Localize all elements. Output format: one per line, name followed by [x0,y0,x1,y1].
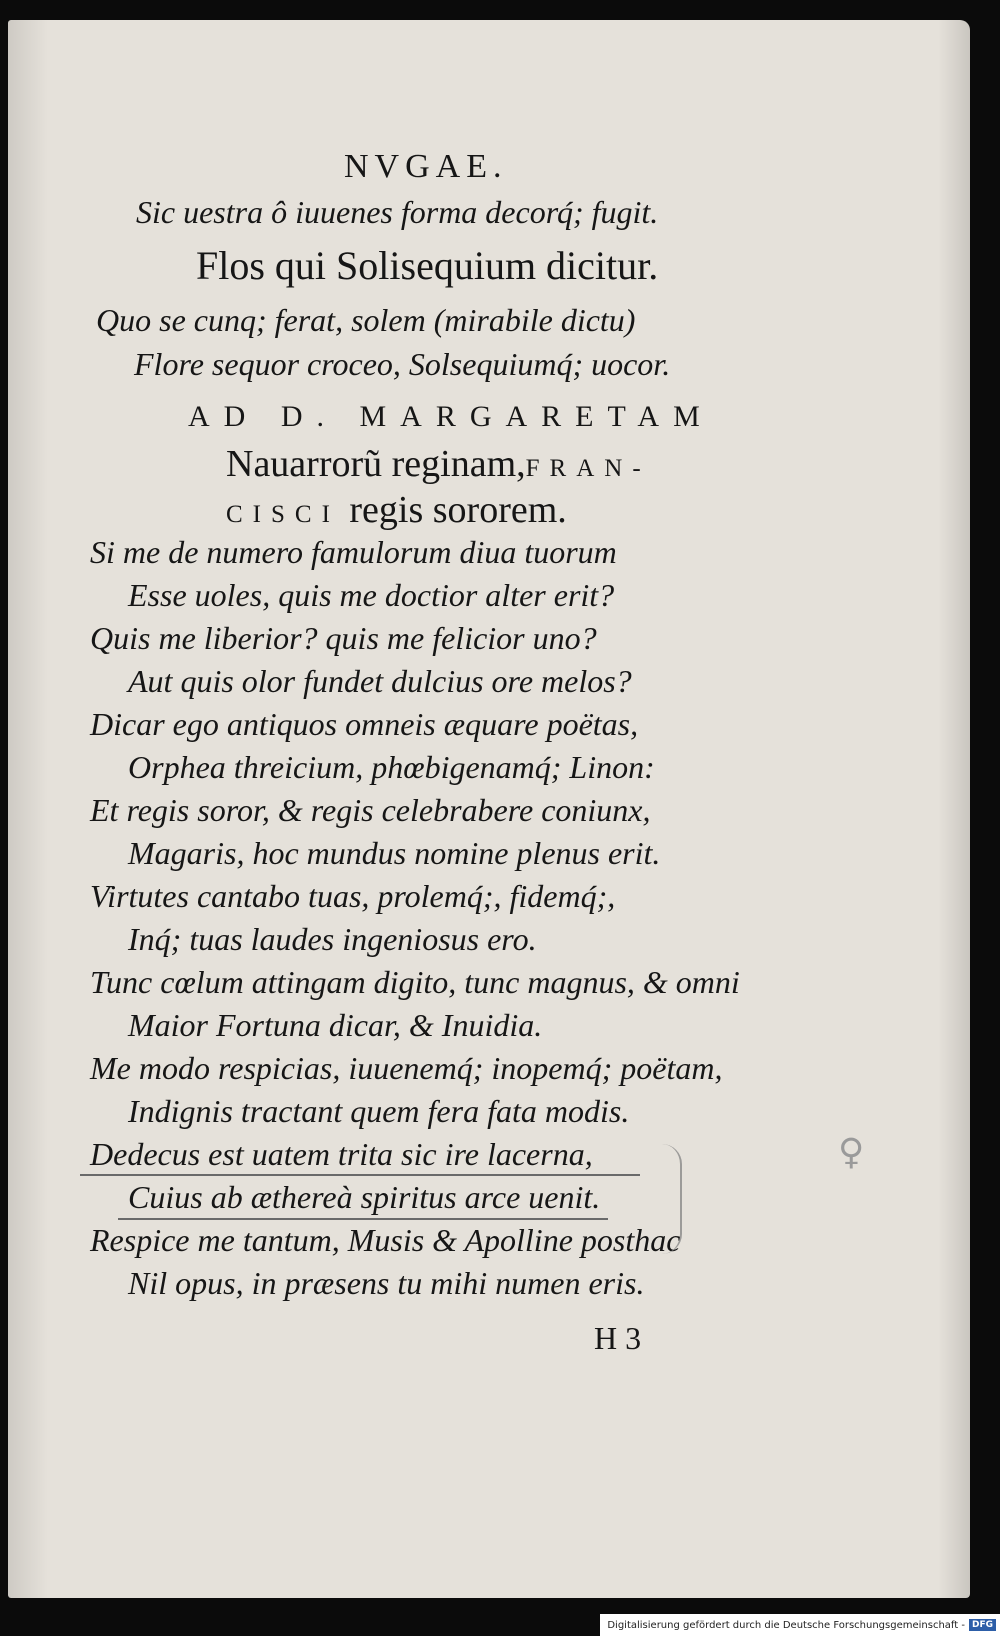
bleed-through-text [708,330,928,1330]
title-part-caps: CISCI [226,501,340,528]
section-title-line [226,488,567,532]
poem-line: Maior Fortuna dicar, & Inuidia. [128,1007,543,1043]
poem-line: Esse uoles, quis me doctior alter erit? [128,577,615,613]
poem-line: Magaris, hoc mundus nomine plenus erit. [128,835,661,871]
poem-line: Tunc cœlum attingam digito, tunc magnus, & omni [90,964,740,1000]
handwritten-underline [80,1174,640,1176]
handwritten-margin-mark: ♀ [838,1132,865,1173]
poem-line: Dedecus est uatem trita sic ire lacerna, [90,1136,593,1172]
footer-text: Digitalisierung gefördert durch die Deutsche Forschungsgemeinschaft - [607,1619,965,1631]
poem-line: Inq́; tuas laudes ingeniosus ero. [128,921,537,957]
title-part-caps: FRAN- [525,455,651,482]
dfg-logo: DFG [969,1619,996,1631]
poem-line: Et regis soror, & regis celebrabere coniunx, [90,792,651,828]
poem-line: Dicar ego antiquos omneis æquare poëtas, [90,706,639,742]
poem-line: Aut quis olor fundet dulcius ore melos? [128,663,632,699]
signature-mark: H 3 [594,1320,642,1356]
poem-line: Nil opus, in præsens tu mihi numen eris. [128,1265,645,1301]
poem-line: Respice me tantum, Musis & Apolline posthac [90,1222,681,1258]
poem-line: Indignis tractant quem fera fata modis. [128,1093,630,1129]
handwritten-underline [118,1218,608,1220]
poem-line: Quis me liberior? quis me felicior uno? [90,620,597,656]
section-title-caps: AD D. MARGARETAM [188,400,714,433]
poem-line: Virtutes cantabo tuas, prolemq́;, fidemq́;, [90,878,616,914]
running-header: NVGAE. [344,148,508,185]
handwritten-brace [654,1144,682,1254]
text-line: Quo se cunq; ferat, solem (mirabile dictu) [96,302,636,338]
digitization-footer [600,1614,1000,1636]
poem-line: Orphea threicium, phœbigenamq́; Linon: [128,749,655,785]
text-line: Flore sequor croceo, Solsequiumq́; uocor. [134,346,671,382]
poem-line: Cuius ab æthereà spiritus arce uenit. [128,1179,601,1215]
book-page [8,20,970,1598]
poem-line: Si me de numero famulorum diua tuorum [90,534,617,570]
text-line: Sic uestra ô iuuenes forma decorq́; fugit. [136,194,659,230]
section-title: Flos qui Solisequium dicitur. [196,243,659,288]
poem-line: Me modo respicias, iuuenemq́; inopemq́; poëtam, [90,1050,723,1086]
section-title-line [226,442,651,486]
title-part: Nauarrorũ reginam, [226,443,526,485]
title-part: regis sororem. [339,489,567,531]
